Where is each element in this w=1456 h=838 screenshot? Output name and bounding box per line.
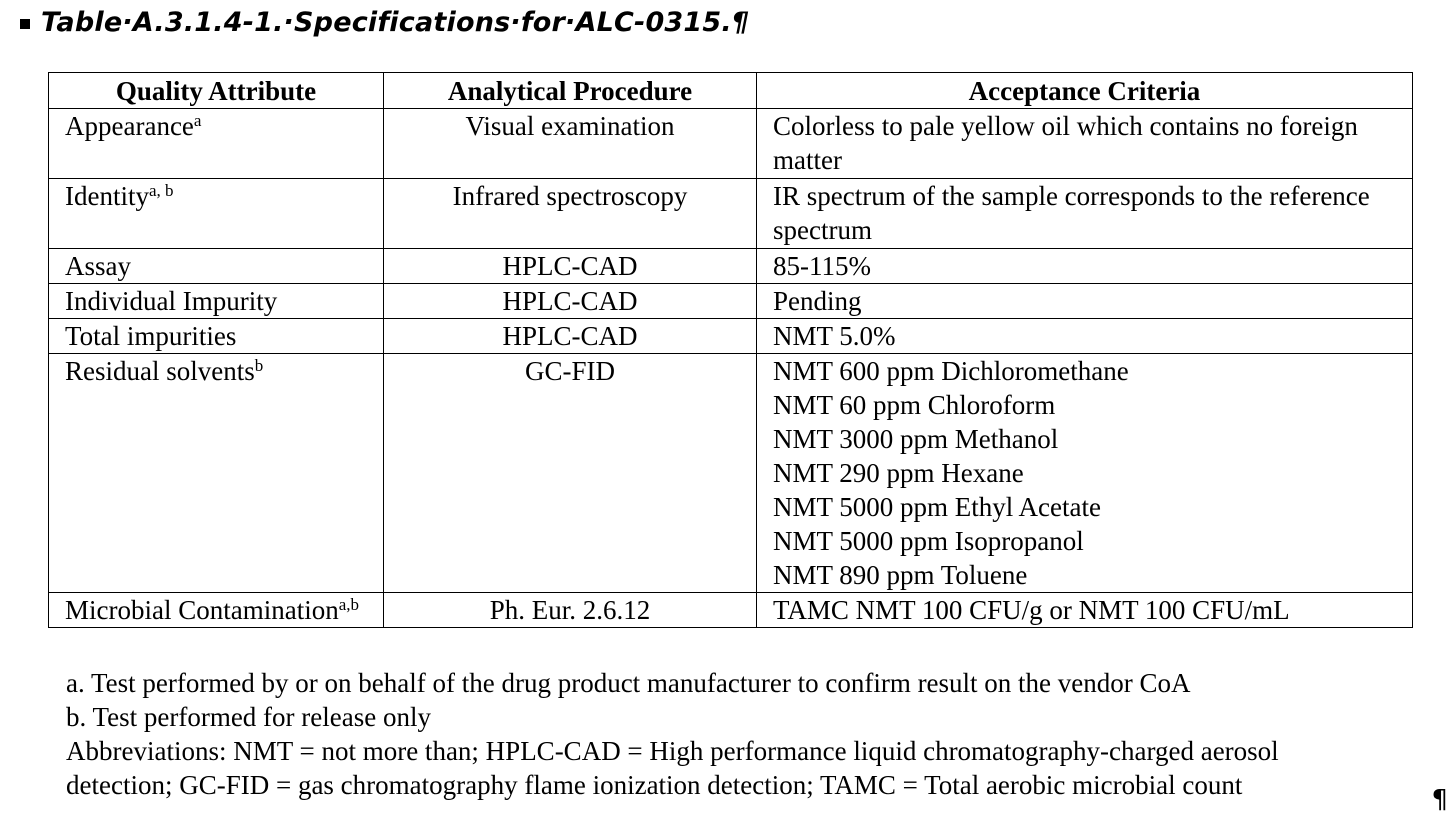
acceptance-criteria-cell: Colorless to pale yellow oil which contains no foreign matter <box>757 109 1413 179</box>
quality-attribute-cell <box>49 179 384 249</box>
abbreviations-line-2: detection; GC-FID = gas chromatography flame ionization detection; TAMC = Total aerobic microbial count <box>66 770 1243 800</box>
table-caption <box>20 4 749 40</box>
footnote-ref: b <box>254 356 264 375</box>
acceptance-criteria-cell: IR spectrum of the sample corresponds to the reference spectrum <box>757 179 1413 249</box>
analytical-procedure-cell: HPLC-CAD <box>384 319 757 354</box>
quality-attribute-cell <box>49 593 384 628</box>
table-row <box>49 249 1413 284</box>
quality-attribute-cell <box>49 354 384 593</box>
column-header-acceptance-criteria: Acceptance Criteria <box>757 73 1413 109</box>
attribute-text: Residual solvents <box>65 356 255 386</box>
attribute-text: Identity <box>65 181 149 211</box>
analytical-procedure-cell: HPLC-CAD <box>384 249 757 284</box>
analytical-procedure-cell: Infrared spectroscopy <box>384 179 757 249</box>
list-bullet-icon <box>20 19 30 29</box>
footnote-ref: a <box>193 111 202 130</box>
quality-attribute-cell: Assay <box>49 249 384 284</box>
solvent-limit: NMT 890 ppm Toluene <box>773 560 1028 590</box>
table-footnotes <box>66 666 1426 802</box>
acceptance-criteria-cell <box>757 354 1413 593</box>
solvent-limit: NMT 3000 ppm Methanol <box>773 424 1059 454</box>
solvent-limit: NMT 5000 ppm Ethyl Acetate <box>773 492 1101 522</box>
analytical-procedure-cell: Visual examination <box>384 109 757 179</box>
column-header-quality-attribute: Quality Attribute <box>49 73 384 109</box>
table-header-row <box>49 73 1413 109</box>
footnote-ref: a,b <box>338 595 360 614</box>
footnote-ref: a, b <box>148 181 174 200</box>
solvent-limit: NMT 60 ppm Chloroform <box>773 390 1056 420</box>
abbreviations-line-1: Abbreviations: NMT = not more than; HPLC-CAD = High performance liquid chromatography-charged aerosol <box>66 736 1279 766</box>
footnote-a: a. Test performed by or on behalf of the drug product manufacturer to confirm result on the vendor CoA <box>66 668 1191 698</box>
paragraph-mark-icon: ¶ <box>1431 785 1448 815</box>
analytical-procedure-cell: Ph. Eur. 2.6.12 <box>384 593 757 628</box>
table-row <box>49 109 1413 179</box>
table-caption-text: Table·A.3.1.4-1.·Specifications·for·ALC-0315.¶ <box>41 6 750 38</box>
table-row <box>49 319 1413 354</box>
column-header-analytical-procedure: Analytical Procedure <box>384 73 757 109</box>
analytical-procedure-cell: GC-FID <box>384 354 757 593</box>
solvent-limit: NMT 5000 ppm Isopropanol <box>773 526 1084 556</box>
acceptance-criteria-cell: 85-115% <box>757 249 1413 284</box>
table-row <box>49 284 1413 319</box>
quality-attribute-cell: Total impurities <box>49 319 384 354</box>
quality-attribute-cell: Individual Impurity <box>49 284 384 319</box>
footnote-b: b. Test performed for release only <box>66 702 431 732</box>
acceptance-criteria-cell: TAMC NMT 100 CFU/g or NMT 100 CFU/mL <box>757 593 1413 628</box>
solvent-limit: NMT 600 ppm Dichloromethane <box>773 356 1129 386</box>
specifications-table <box>48 72 1413 628</box>
table-row <box>49 354 1413 593</box>
acceptance-criteria-cell: NMT 5.0% <box>757 319 1413 354</box>
table-row <box>49 179 1413 249</box>
analytical-procedure-cell: HPLC-CAD <box>384 284 757 319</box>
table-row <box>49 593 1413 628</box>
quality-attribute-cell <box>49 109 384 179</box>
attribute-text: Appearance <box>65 111 194 141</box>
acceptance-criteria-cell: Pending <box>757 284 1413 319</box>
solvent-limit: NMT 290 ppm Hexane <box>773 458 1024 488</box>
attribute-text: Microbial Contamination <box>65 595 339 625</box>
